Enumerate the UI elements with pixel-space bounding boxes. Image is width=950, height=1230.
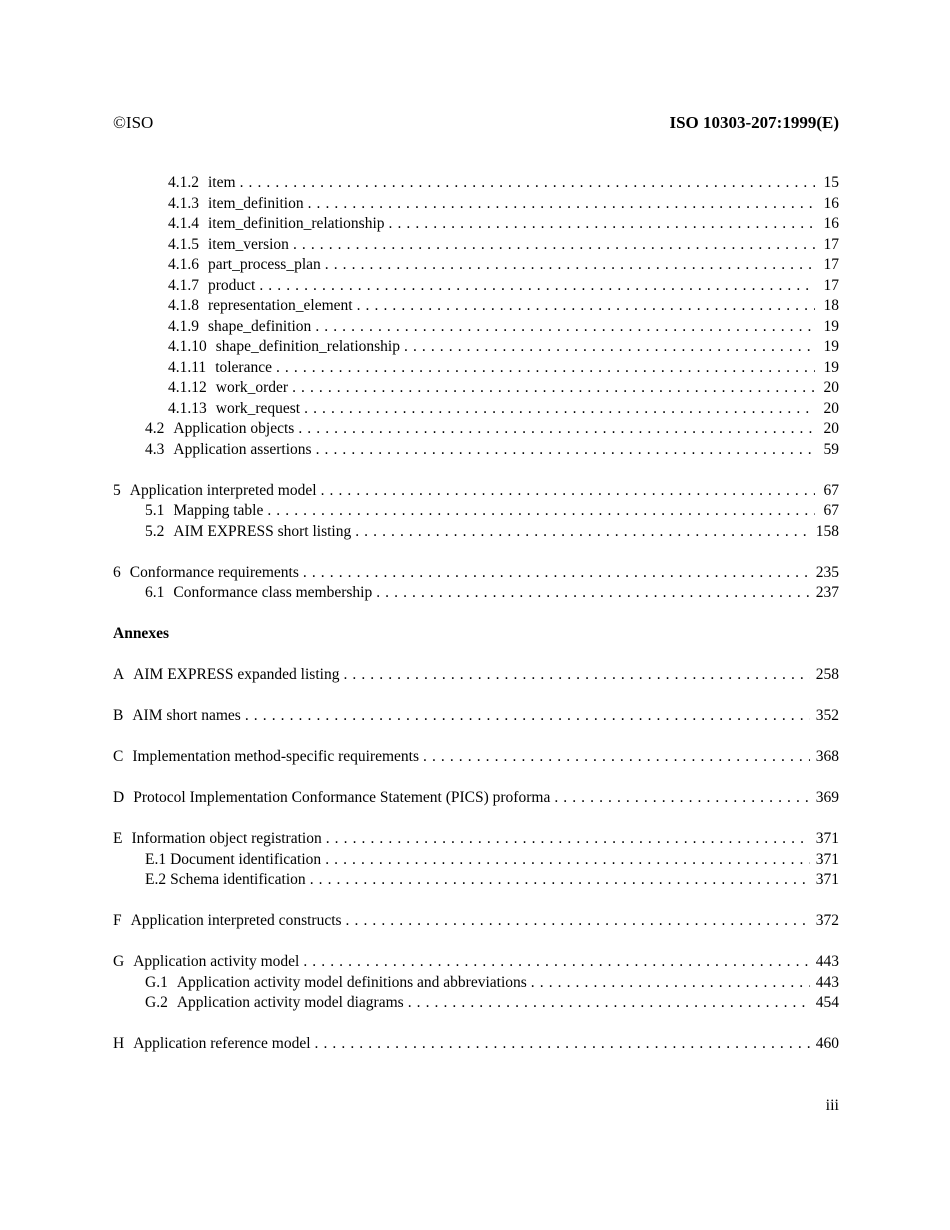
toc-entry-page: 19 (823, 338, 839, 355)
toc-entry-number: E (113, 830, 123, 847)
dot-leader (315, 1034, 810, 1055)
spacer (113, 604, 839, 625)
dot-leader (554, 788, 809, 809)
dot-leader (315, 317, 815, 338)
toc-entry[interactable] (113, 829, 839, 850)
toc-entry-number: 4.1.8 (168, 297, 199, 314)
toc-entry-number: B (113, 707, 124, 724)
toc-entry[interactable] (113, 296, 839, 317)
toc-entry-number: E.2 (145, 871, 167, 888)
dot-leader (310, 870, 810, 891)
toc-entry-title: Application objects (173, 420, 295, 437)
dot-leader (408, 993, 810, 1014)
dot-leader (245, 706, 810, 727)
toc-entry-page: 235 (815, 563, 839, 581)
toc-entry-number: 4.1.13 (168, 399, 207, 417)
toc-entry-title: item_definition_relationship (208, 215, 385, 232)
dot-leader (325, 850, 810, 871)
toc-entry[interactable] (113, 235, 839, 256)
dot-leader (321, 481, 815, 502)
toc-entry-page: 20 (823, 399, 839, 417)
dot-leader (292, 378, 815, 399)
dot-leader (376, 583, 810, 604)
dot-leader (355, 522, 810, 543)
toc-entry-title: Application activity model diagrams (176, 994, 404, 1011)
toc-entry-page: 258 (815, 666, 839, 683)
toc-entry-title: Application interpreted constructs (130, 912, 342, 929)
toc-entry-number: 5.1 (145, 502, 165, 519)
toc-entry[interactable] (113, 706, 839, 727)
toc-entry-number: 4.1.7 (168, 276, 199, 294)
toc-entry[interactable] (113, 276, 839, 297)
toc-entry-title: Information object registration (131, 830, 322, 847)
toc-entry[interactable] (113, 952, 839, 973)
dot-leader (267, 501, 815, 522)
spacer (113, 768, 839, 789)
toc-entry-title: Document identification (170, 850, 322, 868)
toc-entry[interactable] (113, 481, 839, 502)
toc-entry[interactable] (113, 747, 839, 768)
dot-leader (357, 296, 815, 317)
toc-entry-title: item_version (208, 235, 289, 253)
toc-entry-number: 4.1.5 (168, 235, 199, 253)
toc-entry-number: A (113, 666, 125, 683)
toc-entry-page: 17 (823, 256, 839, 273)
toc-entry[interactable] (113, 194, 839, 215)
toc-entry-title: shape_definition (208, 317, 312, 335)
toc-entry-number: 4.1.2 (168, 174, 199, 191)
document-id: ISO 10303-207:1999(E) (669, 113, 839, 132)
toc-entry[interactable] (113, 583, 839, 604)
toc-entry-page: 20 (823, 420, 839, 437)
toc-entry[interactable] (113, 993, 839, 1014)
spacer (113, 686, 839, 707)
toc-entry-title: Application activity model definitions and abbreviations (176, 973, 527, 991)
dot-leader (316, 440, 815, 461)
toc-entry-page: 17 (823, 235, 839, 253)
toc-entry-page: 158 (815, 522, 839, 540)
toc-entry-number: 5 (113, 481, 121, 499)
spacer (113, 542, 839, 563)
toc-entry-page: 454 (815, 994, 839, 1011)
toc-entry-title: item_definition (208, 194, 304, 212)
toc-entry[interactable] (113, 173, 839, 194)
spacer (113, 727, 839, 748)
toc-entry-title: Application activity model (133, 953, 300, 970)
toc-entry-page: 15 (823, 174, 839, 191)
dot-leader (326, 829, 810, 850)
toc-entry-number: 4.1.11 (168, 358, 207, 376)
dot-leader (308, 194, 815, 215)
toc-entry-page: 237 (815, 584, 839, 601)
toc-entry-page: 59 (823, 440, 839, 458)
toc-entry-number: C (113, 748, 124, 765)
toc-entry[interactable] (113, 850, 839, 871)
toc-entry[interactable] (113, 378, 839, 399)
toc-entry-title: Conformance class membership (173, 584, 373, 601)
toc-entry-page: 20 (823, 379, 839, 396)
dot-leader (276, 358, 815, 379)
toc-entry-title: Implementation method-specific requirements (132, 748, 419, 765)
toc-entry-title: Application assertions (173, 440, 312, 458)
toc-entry-number: G.2 (145, 994, 168, 1011)
toc-entry[interactable] (113, 665, 839, 686)
dot-leader (293, 235, 815, 256)
dot-leader (303, 952, 809, 973)
toc-entry-title: shape_definition_relationship (215, 338, 400, 355)
toc-entry-page: 460 (815, 1035, 839, 1052)
dot-leader (343, 665, 809, 686)
toc-entry-page: 67 (823, 481, 839, 499)
toc-entry-page: 16 (823, 215, 839, 232)
dot-leader (404, 337, 815, 358)
toc-entry-page: 19 (823, 317, 839, 335)
toc-entry-page: 16 (823, 194, 839, 212)
toc-entry-page: 443 (815, 973, 839, 991)
dot-leader (325, 255, 815, 276)
dot-leader (298, 419, 815, 440)
toc-entry-title: work_request (215, 399, 301, 417)
toc-entry-page: 17 (823, 276, 839, 294)
toc-entry-number: 4.2 (145, 420, 165, 437)
dot-leader (346, 911, 810, 932)
toc-entry-page: 369 (815, 789, 839, 806)
toc-entry[interactable] (113, 501, 839, 522)
toc-entry-title: Application interpreted model (129, 481, 317, 499)
toc-entry-title: AIM EXPRESS expanded listing (133, 666, 340, 683)
toc-entry-number: F (113, 912, 122, 929)
spacer (113, 645, 839, 666)
spacer (113, 891, 839, 912)
spacer (113, 1014, 839, 1035)
page-number: iii (825, 1097, 839, 1114)
dot-leader (259, 276, 815, 297)
toc-entry-title: AIM short names (132, 707, 241, 724)
toc-entry-title: tolerance (215, 358, 272, 376)
toc-entry[interactable] (113, 563, 839, 584)
toc-entry[interactable] (113, 255, 839, 276)
toc-entry[interactable] (113, 358, 839, 379)
toc-entry-title: product (208, 276, 256, 294)
toc-entry[interactable] (113, 870, 839, 891)
page-header (113, 113, 839, 137)
toc-entry-number: 4.1.6 (168, 256, 199, 273)
toc-entry-title: item (208, 174, 236, 191)
toc-entry-number: 4.1.10 (168, 338, 207, 355)
toc-entry[interactable] (113, 1034, 839, 1055)
toc-entry-number: D (113, 789, 125, 806)
toc-entry[interactable] (113, 419, 839, 440)
toc-entry-number: 4.1.12 (168, 379, 207, 396)
toc-entry-page: 371 (815, 871, 839, 888)
dot-leader (303, 563, 810, 584)
toc-entry-title: Conformance requirements (129, 563, 299, 581)
toc-entry[interactable] (113, 788, 839, 809)
toc-entry-number: 4.3 (145, 440, 165, 458)
spacer (113, 460, 839, 481)
toc-entry-number: 5.2 (145, 522, 165, 540)
toc-entry-page: 18 (823, 297, 839, 314)
annexes-heading: Annexes (113, 625, 169, 642)
toc-entry-page: 372 (815, 912, 839, 929)
spacer (113, 932, 839, 953)
copyright-label: ©ISO (113, 113, 154, 132)
toc-entry-number: 4.1.4 (168, 215, 199, 232)
toc-entry-page: 67 (823, 502, 839, 519)
toc-entry-page: 368 (815, 748, 839, 765)
toc-entry-page: 371 (815, 850, 839, 868)
toc-entry-page: 371 (815, 830, 839, 847)
dot-leader (389, 214, 816, 235)
toc-entry-title: Protocol Implementation Conformance Statement (PICS) proforma (133, 789, 551, 806)
toc-entry-title: representation_element (208, 297, 353, 314)
toc-entry-number: 4.1.3 (168, 194, 199, 212)
toc-entry[interactable] (113, 317, 839, 338)
toc-entry-page: 443 (815, 953, 839, 970)
toc-entry-title: part_process_plan (208, 256, 321, 273)
toc-entry-page: 352 (815, 707, 839, 724)
dot-leader (531, 973, 810, 994)
toc-entry-title: Application reference model (133, 1035, 311, 1052)
dot-leader (423, 747, 810, 768)
spacer (113, 809, 839, 830)
toc-entry-number: G (113, 953, 125, 970)
toc-entry[interactable] (113, 440, 839, 461)
toc-entry[interactable] (113, 911, 839, 932)
dot-leader (304, 399, 815, 420)
toc-entry[interactable] (113, 522, 839, 543)
toc-entry[interactable] (113, 399, 839, 420)
toc-entry-title: work_order (215, 379, 289, 396)
toc-entry-title: Mapping table (173, 502, 264, 519)
toc-entry-number: 4.1.9 (168, 317, 199, 335)
toc-entry-number: E.1 (145, 850, 167, 868)
toc-entry-number: 6 (113, 563, 121, 581)
toc-entry[interactable] (113, 973, 839, 994)
toc-entry-title: AIM EXPRESS short listing (173, 522, 352, 540)
toc-entry-number: G.1 (145, 973, 168, 991)
toc-entry-title: Schema identification (170, 871, 306, 888)
toc-entry-number: 6.1 (145, 584, 165, 601)
toc-entry-page: 19 (823, 358, 839, 376)
toc-entry[interactable] (113, 214, 839, 235)
table-of-contents (113, 173, 839, 1055)
toc-entry[interactable] (113, 337, 839, 358)
dot-leader (240, 173, 815, 194)
toc-entry-number: H (113, 1035, 125, 1052)
